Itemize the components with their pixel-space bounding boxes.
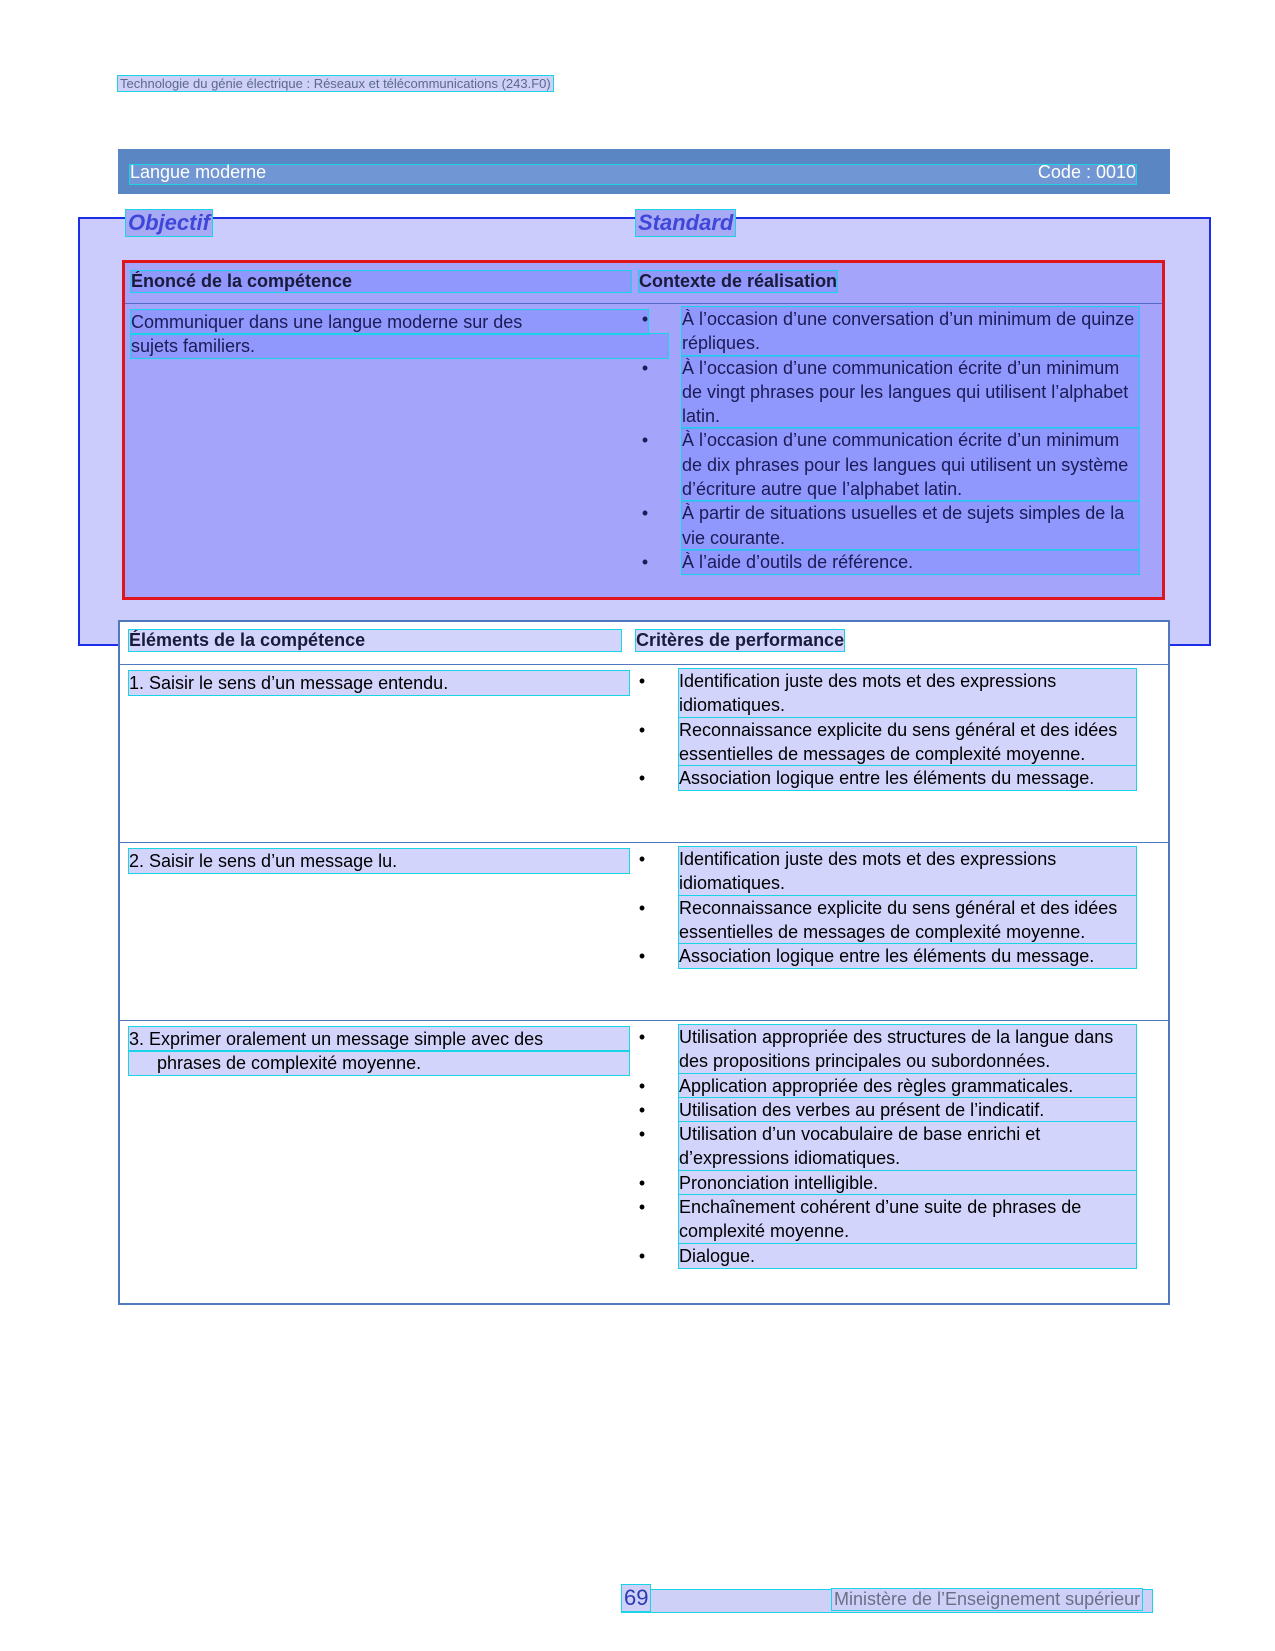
bullet-icon: •: [638, 719, 646, 740]
bullet-icon: •: [641, 430, 649, 451]
list-item: • Reconnaissance explicite du sens général et des idées essentielles de messages de complexité moyenne.: [636, 896, 1136, 945]
list-item: • Enchaînement cohérent d’une suite de phrases de complexité moyenne.: [636, 1195, 1136, 1244]
list-item: • Utilisation d’un vocabulaire de base enrichi et d’expressions idiomatiques.: [636, 1122, 1136, 1171]
course-bar: [118, 149, 1170, 194]
bullet-icon: •: [638, 849, 646, 869]
objective-heading: Objectif: [128, 210, 210, 235]
list-item: • À l’occasion d’une conversation d’un minimum de quinze répliques.: [639, 307, 1139, 356]
row-divider: [120, 1020, 1168, 1021]
list-item: • À l’occasion d’une communication écrite d’un minimum de dix phrases pour les langues qui utilisent un système d’écriture autre que l’alphabet latin.: [639, 428, 1139, 501]
bullet-icon: •: [638, 671, 646, 691]
context-header: Contexte de réalisation: [639, 271, 838, 291]
course-name: Langue moderne: [130, 162, 267, 182]
list-item: • Reconnaissance explicite du sens général et des idées essentielles de messages de complexité moyenne.: [636, 718, 1136, 767]
list-item: • Identification juste des mots et des expressions idiomatiques.: [636, 669, 1136, 718]
competence-statement: [131, 310, 668, 358]
list-item: • Association logique entre les éléments du message.: [636, 766, 1136, 790]
bullet-icon: •: [641, 503, 649, 524]
list-item: • Dialogue.: [636, 1244, 1136, 1268]
ministry-name: Ministère de l’Enseignement supérieur: [834, 1589, 1141, 1609]
statement-line: Communiquer dans une langue moderne sur des: [131, 310, 648, 334]
criteria-header: Critères de performance: [636, 630, 845, 650]
list-item: • Utilisation des verbes au présent de l’indicatif.: [636, 1098, 1136, 1122]
table-row-element-1: 1. Saisir le sens d’un message entendu.: [129, 671, 629, 695]
list-item: • Utilisation appropriée des structures de la langue dans des propositions principales ou subordonnées.: [636, 1025, 1136, 1074]
bullet-icon: •: [638, 1172, 646, 1193]
bullet-icon: •: [638, 768, 646, 789]
bullet-icon: •: [638, 1124, 646, 1145]
competence-statement-box: [122, 260, 1165, 600]
bullet-icon: •: [638, 1099, 646, 1120]
performance-table: [118, 620, 1170, 1305]
list-item: • Association logique entre les éléments du message.: [636, 944, 1136, 968]
bullet-icon: •: [638, 946, 646, 967]
bullet-icon: •: [638, 897, 646, 918]
enonce-header: Énoncé de la compétence: [131, 271, 631, 292]
page-number: 69: [624, 1585, 649, 1610]
list-item: • Identification juste des mots et des expressions idiomatiques.: [636, 847, 1136, 896]
bullet-icon: •: [638, 1075, 646, 1096]
header-divider: [125, 303, 1162, 304]
list-item: • À l’aide d’outils de référence.: [639, 550, 1139, 574]
bullet-icon: •: [638, 1027, 646, 1047]
list-item: • Prononciation intelligible.: [636, 1171, 1136, 1195]
bullet-icon: •: [641, 551, 649, 572]
statement-line: sujets familiers.: [131, 334, 668, 358]
list-item: • À l’occasion d’une communication écrite d’un minimum de vingt phrases pour les langues qui utilisent l’alphabet latin.: [639, 356, 1139, 429]
bullet-icon: •: [638, 1245, 646, 1266]
bullet-icon: •: [641, 309, 649, 329]
course-bar-highlight: [130, 165, 1136, 184]
context-list: [639, 307, 1139, 574]
standard-heading: Standard: [638, 210, 734, 235]
course-code: Code : 0010: [1037, 162, 1136, 182]
running-title: Technologie du génie électrique : Réseaux et télécommunications (243.F0): [120, 76, 551, 91]
header-divider: [120, 664, 1168, 665]
list-item: • À partir de situations usuelles et de sujets simples de la vie courante.: [639, 501, 1139, 550]
bullet-icon: •: [641, 357, 649, 378]
table-row-element-3: 3. Exprimer oralement un message simple avec des phrases de complexité moyenne.: [129, 1027, 629, 1075]
bullet-icon: •: [638, 1197, 646, 1218]
list-item: • Application appropriée des règles grammaticales.: [636, 1074, 1136, 1098]
criteria-list-3: [636, 1025, 1136, 1268]
table-row-element-2: 2. Saisir le sens d’un message lu.: [129, 849, 629, 873]
criteria-list-2: [636, 847, 1136, 968]
criteria-list-1: [636, 669, 1136, 790]
row-divider: [120, 842, 1168, 843]
elements-header: Éléments de la compétence: [129, 630, 621, 651]
